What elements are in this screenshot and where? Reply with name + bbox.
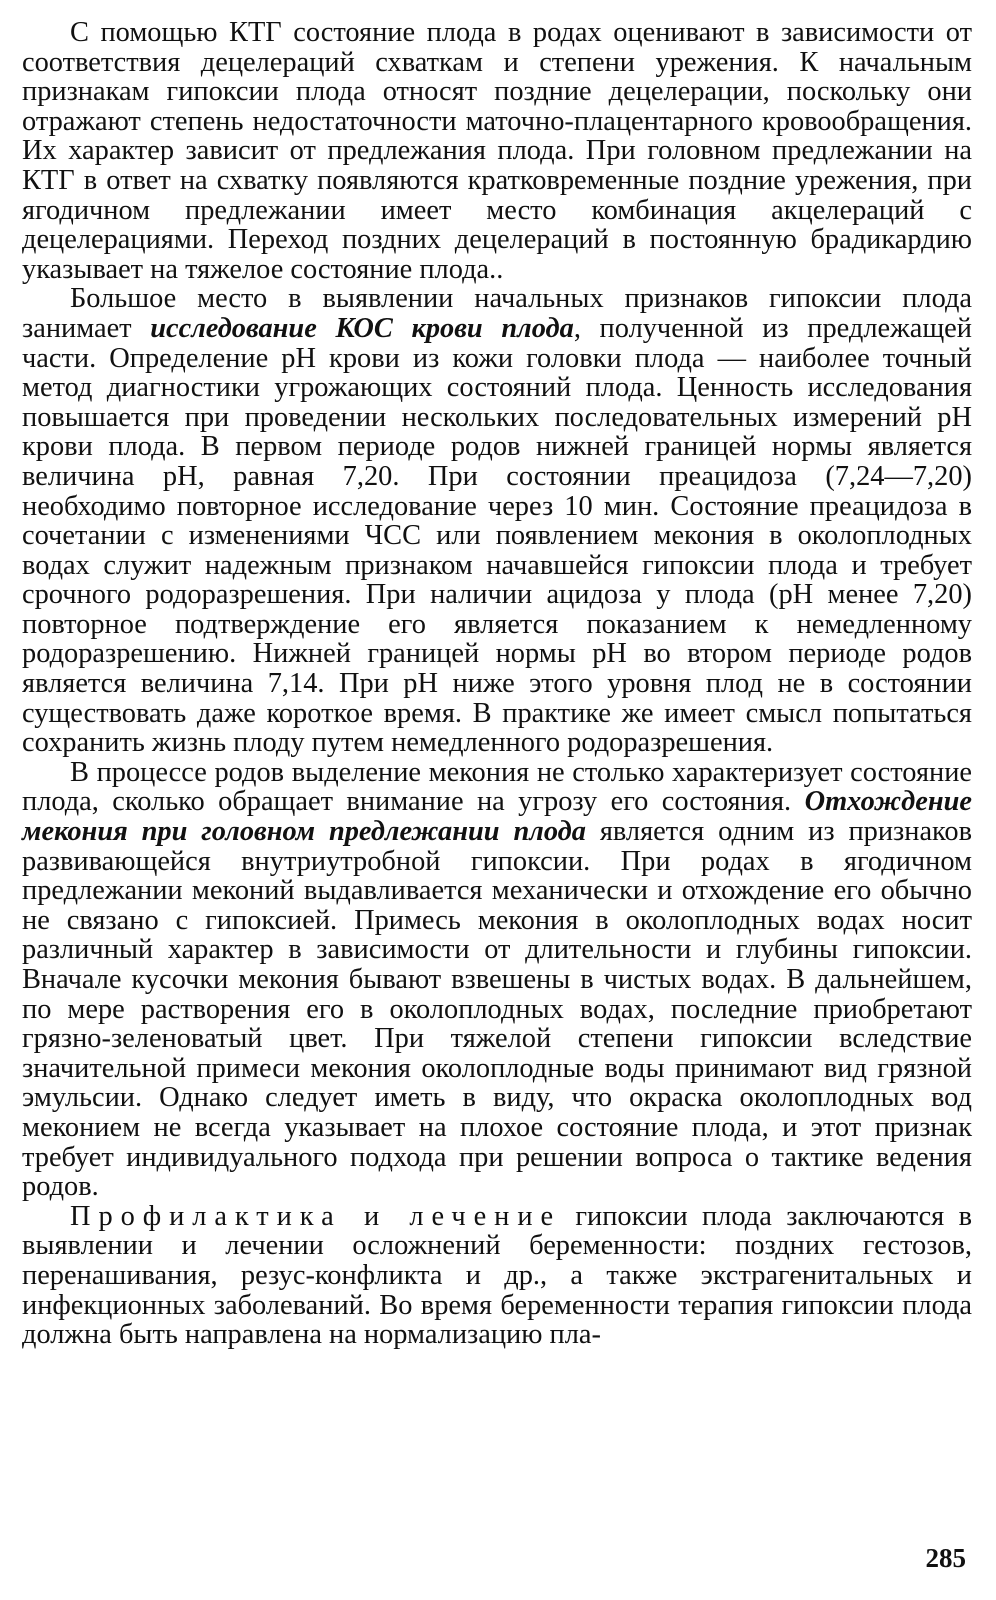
paragraph-text: Большое место в выявлении начальных признаков гипоксии плода занимает <box>22 283 972 344</box>
paragraph-text: , полученной из предлежащей части. Определение рН крови из кожи головки плода — наиболее точный метод диагностики угрожающих состояний плода. Ценность исследования повышается при проведении нескольких последовательных измерений рН крови плода. В первом периоде родов нижней границей нормы является величина рН, равная 7,20. При состоянии преацидоза (7,24—7,20) необходимо повторное исследование через 10 мин. Состояние преацидоза в сочетании с изменениями ЧСС или появлением мекония в околоплодных водах служит надежным признаком начавшейся гипоксии плода и требует срочного родоразрешения. При наличии ацидоза у плода (рН менее 7,20) повторное подтверждение его является показанием к немедленному родоразрешению. Нижней границей нормы рН во втором периоде родов является величина 7,14. При рН ниже этого уровня плод не в состоянии существовать даже короткое время. В практике же имеет смысл попытаться сохранить жизнь плоду путем немедленного родоразрешения. <box>22 312 972 759</box>
emphasized-term: Отхождение мекония при головном предлежании плода <box>22 786 972 848</box>
paragraph-blood-acid-base <box>22 284 972 758</box>
paragraph-prevention <box>22 1202 972 1350</box>
paragraph-text: гипоксии плода заключаются в выявлении и лечении осложнений беременности: поздних гестозов, перенашивания, резус-конфликта и др., а также экстрагенитальных и инфекционных заболеваний. Во время беременности терапия гипоксии плода должна быть направлена на нормализацию пла- <box>22 1200 972 1351</box>
paragraph-text: В процессе родов выделение мекония не столько характеризует состояние плода, сколько обращает внимание на угрозу его состояния. <box>22 756 972 818</box>
paragraph-ctg-assessment <box>22 18 972 284</box>
emphasized-term: исследование КОС крови плода <box>150 312 574 344</box>
paragraph-meconium <box>22 758 972 1202</box>
spaced-heading-term: Профилактика и лечение <box>70 1200 562 1232</box>
paragraph-text: является одним из признаков развивающейся внутриутробной гипоксии. При родах в ягодичном предлежании меконий выдавливается механически и отхождение его обычно не связано с гипоксией. Примесь мекония в околоплодных водах носит различный характер в зависимости от длительности и глубины гипоксии. Вначале кусочки мекония бывают взвешены в чистых водах. В дальнейшем, по мере растворения его в околоплодных водах, последние приобретают грязно-зеленоватый цвет. При тяжелой степени гипоксии вследствие значительной примеси мекония околоплодные воды принимают вид грязной эмульсии. Однако следует иметь в виду, что окраска околоплодных вод меконием не всегда указывает на плохое состояние плода, и этот признак требует индивидуального подхода при решении вопроса о тактике ведения родов. <box>22 816 972 1203</box>
paragraph-text: С помощью КТГ состояние плода в родах оценивают в зависимости от соответствия децелераций схваткам и степени урежения. К начальным признакам гипоксии плода относят поздние децелерации, поскольку они отражают степень недостаточности маточно-плацентарного кровообращения. Их характер зависит от предлежания плода. При головном предлежании на КТГ в ответ на схватку появляются кратковременные поздние урежения, при ягодичном предлежании имеет место комбинация акцелераций с децелерациями. Переход поздних децелераций в постоянную брадикардию указывает на тяжелое состояние плода.. <box>22 17 972 285</box>
page-number: 285 <box>925 1543 966 1573</box>
page-body <box>22 18 972 1578</box>
